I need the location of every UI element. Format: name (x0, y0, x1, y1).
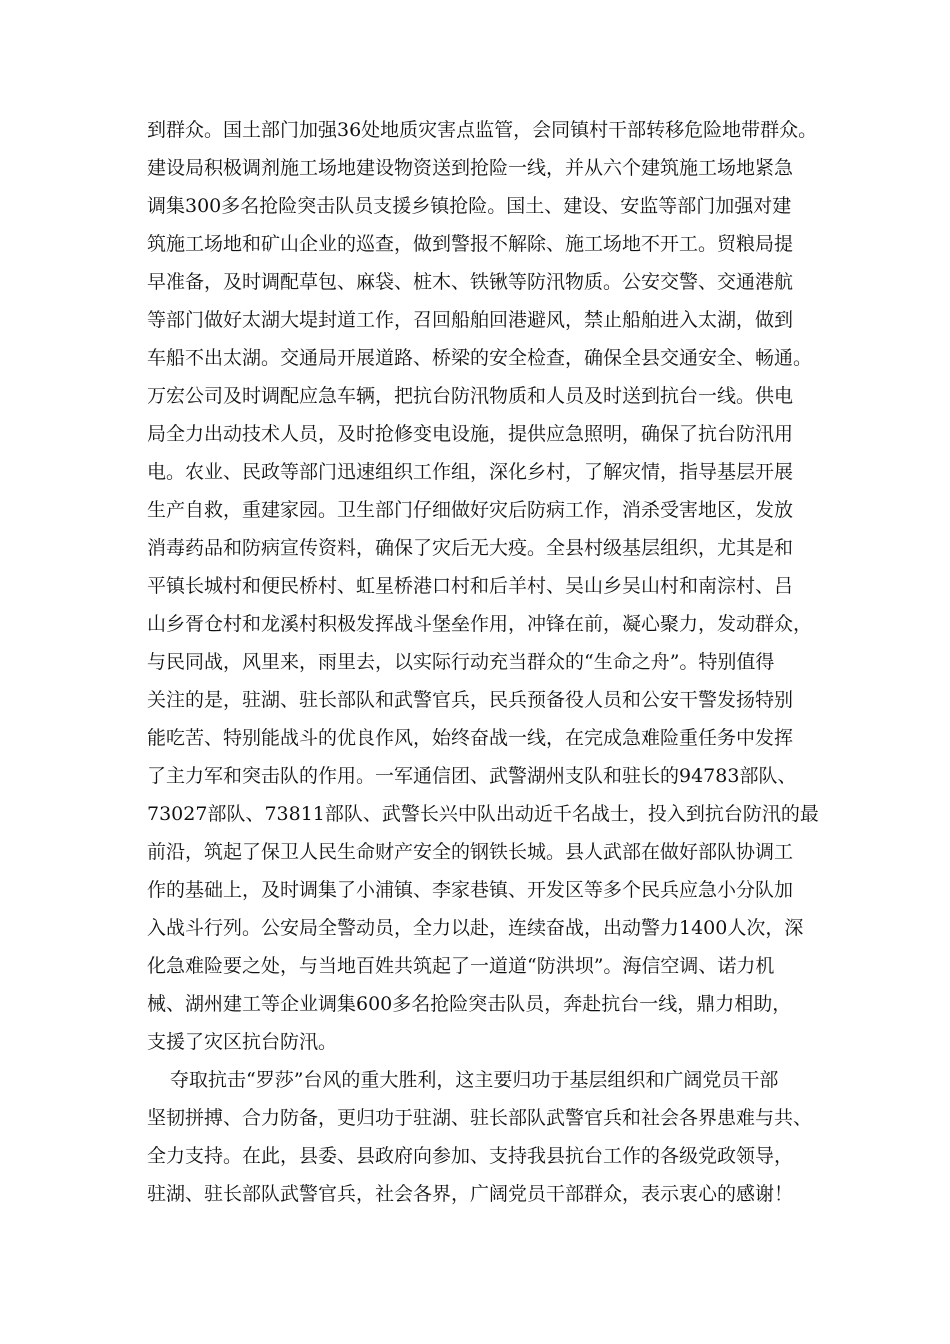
text-line-17: 能吃苦、特别能战斗的优良作风，始终奋战一线，在完成急难险重任务中发挥 (147, 727, 794, 749)
text-line-28: 全力支持。在此，县委、县政府向参加、支持我县抗台工作的各级党政领导， (147, 1145, 794, 1167)
text-line-29: 驻湖、驻长部队武警官兵，社会各界，广阔党员干部群众，表示衷心的感谢！ (147, 1183, 794, 1205)
text-line-9: 局全力出动技术人员，及时抢修变电设施，提供应急照明，确保了抗台防汛用 (147, 423, 794, 445)
text-line-2: 建设局积极调剂施工场地建设物资送到抢险一线，并从六个建筑施工场地紧急 (147, 157, 794, 179)
text-line-23: 化急难险要之处，与当地百姓共筑起了一道道“防洪坝”。海信空调、诺力机 (147, 955, 775, 977)
text-line-13: 平镇长城村和便民桥村、虹星桥港口村和后羊村、吴山乡吴山村和南淙村、吕 (147, 575, 794, 597)
text-line-27: 坚韧拼搏、合力防备，更归功于驻湖、驻长部队武警官兵和社会各界患难与共、 (147, 1107, 813, 1129)
text-line-5: 早准备，及时调配草包、麻袋、桩木、铁锹等防汛物质。公安交警、交通港航 (147, 271, 794, 293)
text-line-22: 入战斗行列。公安局全警动员，全力以赴，连续奋战，出动警力1400人次，深 (147, 917, 804, 939)
text-line-3: 调集300多名抢险突击队员支援乡镇抢险。国土、建设、安监等部门加强对建 (147, 195, 792, 217)
text-line-12: 消毒药品和防病宣传资料，确保了灾后无大疫。全县村级基层组织，尤其是和 (147, 537, 794, 559)
text-line-14: 山乡胥仓村和龙溪村积极发挥战斗堡垒作用，冲锋在前，凝心聚力，发动群众， (147, 613, 813, 635)
text-line-8: 万宏公司及时调配应急车辆，把抗台防汛物质和人员及时送到抗台一线。供电 (147, 385, 794, 407)
text-line-24: 械、湖州建工等企业调集600多名抢险突击队员，奔赴抗台一线，鼎力相助， (147, 993, 792, 1015)
text-line-26: 夺取抗击“罗莎”台风的重大胜利，这主要归功于基层组织和广阔党员干部 (170, 1069, 779, 1091)
text-line-1: 到群众。国土部门加强36处地质灾害点监管，会同镇村干部转移危险地带群众。 (147, 119, 818, 141)
text-line-10: 电。农业、民政等部门迅速组织工作组，深化乡村，了解灾情，指导基层开展 (147, 461, 794, 483)
text-line-11: 生产自救，重建家园。卫生部门仔细做好灾后防病工作，消杀受害地区，发放 (147, 499, 794, 521)
text-line-6: 等部门做好太湖大堤封道工作，召回船舶回港避风，禁止船舶进入太湖，做到 (147, 309, 794, 331)
text-line-4: 筑施工场地和矿山企业的巡查，做到警报不解除、施工场地不开工。贸粮局提 (147, 233, 794, 255)
text-line-19: 73027部队、73811部队、武警长兴中队出动近千名战士，投入到抗台防汛的最 (147, 803, 819, 825)
text-line-16: 关注的是，驻湖、驻长部队和武警官兵，民兵预备役人员和公安干警发扬特别 (147, 689, 794, 711)
text-line-18: 了主力军和突击队的作用。一军通信团、武警湖州支队和驻长的94783部队、 (147, 765, 797, 787)
text-line-15: 与民同战，风里来，雨里去，以实际行动充当群众的“生命之舟”。特别值得 (147, 651, 775, 673)
text-line-21: 作的基础上，及时调集了小浦镇、李家巷镇、开发区等多个民兵应急小分队加 (147, 879, 794, 901)
text-line-25: 支援了灾区抗台防汛。 (147, 1031, 338, 1053)
text-line-7: 车船不出太湖。交通局开展道路、桥梁的安全检查，确保全县交通安全、畅通。 (147, 347, 813, 369)
text-line-20: 前沿，筑起了保卫人民生命财产安全的钢铁长城。县人武部在做好部队协调工 (147, 841, 794, 863)
